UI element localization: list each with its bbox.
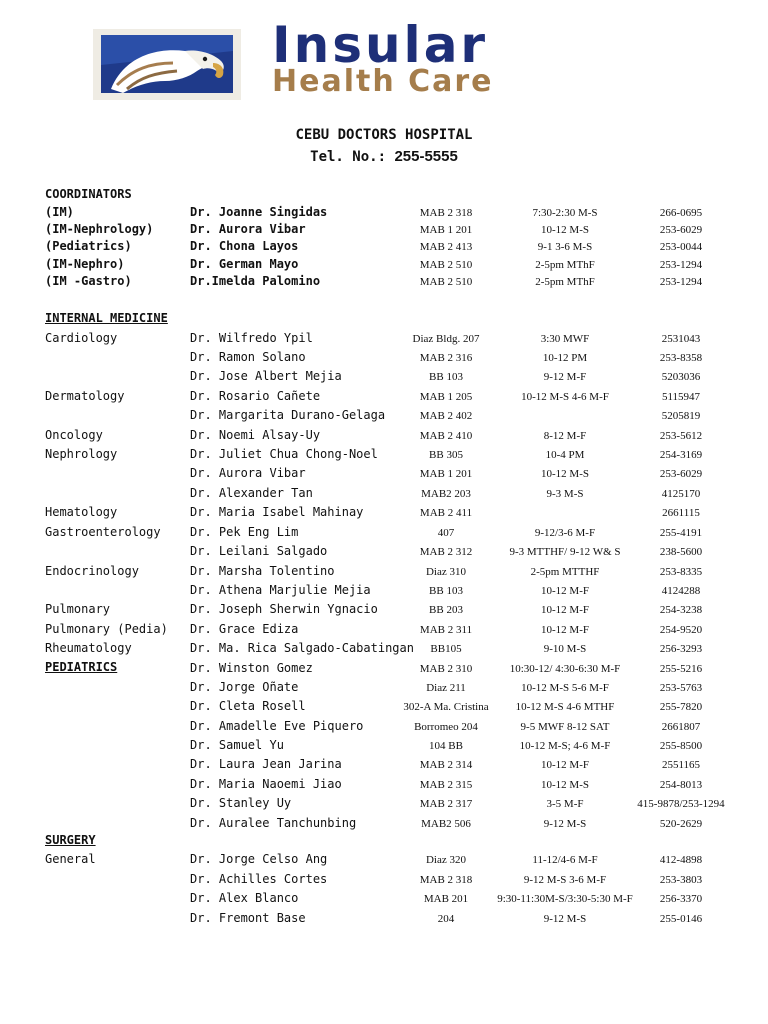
specialty-cell: Pulmonary (Pedia) — [45, 622, 168, 636]
table-row — [0, 564, 768, 582]
table-row — [0, 661, 768, 679]
phone-cell: 254-3238 — [659, 604, 703, 616]
schedule-cell: 9-1 3-6 M-S — [537, 241, 593, 253]
brand-subtitle: Health Care — [272, 64, 494, 99]
room-cell: MAB 1 201 — [419, 468, 473, 480]
table-row — [0, 699, 768, 717]
schedule-cell: 10-12 M-F — [541, 604, 589, 616]
table-row — [0, 350, 768, 368]
schedule-cell: 2-5pm MThF — [535, 259, 595, 271]
phone-cell: 415-9878/253-1294 — [637, 798, 725, 810]
room-cell: MAB2 203 — [421, 488, 471, 500]
phone-cell: 2661115 — [662, 507, 700, 519]
table-row — [0, 222, 768, 240]
room-cell: MAB 201 — [423, 893, 469, 905]
pediatrics-heading: PEDIATRICS — [45, 660, 118, 674]
table-row — [0, 369, 768, 387]
table-row — [0, 466, 768, 484]
specialty-cell: Cardiology — [45, 331, 118, 345]
doctor-cell: Dr. Juliet Chua Chong-Noel — [190, 447, 378, 461]
schedule-cell: 3-5 M-F — [546, 798, 584, 810]
phone-cell: 254-8013 — [659, 779, 703, 791]
room-cell: MAB 1 205 — [419, 391, 473, 403]
room-cell: BB 203 — [429, 604, 463, 616]
table-row — [0, 816, 768, 834]
table-row — [0, 796, 768, 814]
phone-cell: 254-9520 — [659, 624, 703, 636]
doctor-cell: Dr. Rosario Cañete — [190, 389, 321, 403]
phone-cell: 255-7820 — [659, 701, 703, 713]
specialty-cell: Pulmonary — [45, 602, 111, 616]
phone-cell: 5203036 — [661, 371, 701, 383]
table-row — [0, 447, 768, 465]
table-row — [0, 428, 768, 446]
doctor-cell: Dr. Ma. Rica Salgado-Cabatingan — [190, 641, 414, 655]
doctor-cell: Dr. Jorge Oñate — [190, 680, 299, 694]
tel-number: 255-5555 — [394, 148, 458, 165]
schedule-cell: 10-12 M-S — [541, 779, 589, 791]
table-row — [0, 525, 768, 543]
specialty-cell: Dermatology — [45, 389, 125, 403]
room-cell: MAB 2 510 — [419, 276, 473, 288]
specialty-cell: Endocrinology — [45, 564, 139, 578]
schedule-cell: 10-4 PM — [545, 449, 585, 461]
schedule-cell: 9-5 MWF 8-12 SAT — [520, 721, 610, 733]
phone-cell: 253-5763 — [659, 682, 703, 694]
schedule-cell: 9:30-11:30M-S/3:30-5:30 M-F — [497, 893, 633, 905]
room-cell: 104 BB — [429, 740, 463, 752]
doctor-cell: Dr. Winston Gomez — [190, 661, 313, 675]
schedule-cell: 10-12 M-F — [541, 759, 589, 771]
doctor-cell: Dr. Samuel Yu — [190, 738, 284, 752]
schedule-cell: 9-10 M-S — [543, 643, 587, 655]
phone-cell: 238-5600 — [659, 546, 703, 558]
specialty-cell: Oncology — [45, 428, 103, 442]
phone-cell: 253-6029 — [659, 468, 703, 480]
table-row — [0, 852, 768, 870]
room-cell: Diaz Bldg. 207 — [412, 333, 480, 345]
schedule-cell: 2-5pm MTTHF — [530, 566, 600, 578]
room-cell: MAB 2 316 — [419, 352, 473, 364]
doctor-cell: Dr. German Mayo — [190, 257, 299, 271]
phone-cell: 2531043 — [661, 333, 701, 345]
room-cell: MAB 2 310 — [419, 663, 473, 675]
schedule-cell: 9-12 M-S — [543, 913, 587, 925]
room-cell: BB 103 — [429, 371, 463, 383]
phone-cell: 253-1294 — [659, 259, 703, 271]
schedule-cell: 8-12 M-F — [543, 430, 587, 442]
room-cell: 204 — [437, 913, 455, 925]
schedule-cell: 10-12 M-S; 4-6 M-F — [519, 740, 611, 752]
doctor-cell: Dr.Imelda Palomino — [190, 274, 321, 288]
schedule-cell: 10-12 M-S — [541, 224, 589, 236]
doctor-cell: Dr. Laura Jean Jarina — [190, 757, 342, 771]
doctor-cell: Dr. Marsha Tolentino — [190, 564, 335, 578]
schedule-cell: 10-12 M-S 4-6 M-F — [521, 391, 609, 403]
specialty-cell: (IM) — [45, 205, 74, 219]
eagle-logo — [93, 29, 241, 100]
doctor-cell: Dr. Alexander Tan — [190, 486, 313, 500]
specialty-cell: Gastroenterology — [45, 525, 161, 539]
schedule-cell: 10-12 M-S 5-6 M-F — [521, 682, 609, 694]
doctor-cell: Dr. Jose Albert Mejia — [190, 369, 342, 383]
table-row — [0, 622, 768, 640]
phone-cell: 253-8335 — [659, 566, 703, 578]
doctor-cell: Dr. Joanne Singidas — [190, 205, 328, 219]
eagle-logo-icon — [93, 29, 241, 100]
doctor-cell: Dr. Margarita Durano-Gelaga — [190, 408, 386, 422]
doctor-cell: Dr. Joseph Sherwin Ygnacio — [190, 602, 378, 616]
schedule-cell: 9-3 MTTHF/ 9-12 W& S — [509, 546, 621, 558]
table-row — [0, 331, 768, 349]
room-cell: MAB 2 318 — [419, 874, 473, 886]
schedule-cell: 10:30-12/ 4:30-6:30 M-F — [509, 663, 621, 675]
table-row — [0, 583, 768, 601]
room-cell: MAB 2 317 — [419, 798, 473, 810]
room-cell: MAB 2 402 — [419, 410, 473, 422]
schedule-cell: 2-5pm MThF — [535, 276, 595, 288]
phone-cell: 255-5216 — [659, 663, 703, 675]
doctor-cell: Dr. Aurora Vibar — [190, 222, 306, 236]
doctor-cell: Dr. Ramon Solano — [190, 350, 306, 364]
room-cell: MAB 1 201 — [419, 224, 473, 236]
phone-cell: 256-3370 — [659, 893, 703, 905]
specialty-cell: (IM-Nephro) — [45, 257, 125, 271]
table-row — [0, 544, 768, 562]
doctor-cell: Dr. Chona Layos — [190, 239, 299, 253]
table-row — [0, 757, 768, 775]
doctor-cell: Dr. Fremont Base — [190, 911, 306, 925]
room-cell: MAB 2 318 — [419, 207, 473, 219]
table-row — [0, 738, 768, 756]
table-row — [0, 911, 768, 929]
specialty-cell: Hematology — [45, 505, 118, 519]
table-row — [0, 205, 768, 223]
room-cell: MAB 2 312 — [419, 546, 473, 558]
table-row — [0, 777, 768, 795]
schedule-cell: 10-12 PM — [542, 352, 588, 364]
specialty-cell: (Pediatrics) — [45, 239, 132, 253]
tel-label: Tel. No.: — [310, 149, 386, 165]
doctor-cell: Dr. Athena Marjulie Mejia — [190, 583, 371, 597]
brand-name: Insular — [272, 16, 489, 74]
doctor-cell: Dr. Noemi Alsay-Uy — [190, 428, 321, 442]
room-cell: MAB 2 314 — [419, 759, 473, 771]
table-row — [0, 274, 768, 292]
schedule-cell: 9-12 M-S 3-6 M-F — [523, 874, 607, 886]
phone-cell: 412-4898 — [659, 854, 703, 866]
table-row — [0, 257, 768, 275]
phone-cell: 253-8358 — [659, 352, 703, 364]
room-cell: MAB 2 411 — [419, 507, 473, 519]
room-cell: MAB2 506 — [421, 818, 471, 830]
room-cell: MAB 2 510 — [419, 259, 473, 271]
table-row — [0, 239, 768, 257]
table-row — [0, 602, 768, 620]
room-cell: BB 103 — [429, 585, 463, 597]
schedule-cell: 9-12/3-6 M-F — [534, 527, 596, 539]
doctor-cell: Dr. Amadelle Eve Piquero — [190, 719, 364, 733]
phone-cell: 254-3169 — [659, 449, 703, 461]
phone-cell: 255-4191 — [659, 527, 703, 539]
doctor-cell: Dr. Maria Naoemi Jiao — [190, 777, 342, 791]
table-row — [0, 641, 768, 659]
doctor-cell: Dr. Pek Eng Lim — [190, 525, 299, 539]
phone-cell: 266-0695 — [659, 207, 703, 219]
table-row — [0, 389, 768, 407]
table-row — [0, 505, 768, 523]
schedule-cell: 11-12/4-6 M-F — [532, 854, 598, 866]
schedule-cell: 10-12 M-F — [541, 624, 589, 636]
doctor-cell: Dr. Maria Isabel Mahinay — [190, 505, 364, 519]
phone-cell: 4125170 — [661, 488, 701, 500]
phone-cell: 253-0044 — [659, 241, 703, 253]
surgery-heading: SURGERY — [45, 833, 96, 847]
phone-cell: 5205819 — [661, 410, 701, 422]
schedule-cell: 3:30 MWF — [540, 333, 590, 345]
schedule-cell: 10-12 M-S — [541, 468, 589, 480]
phone-cell: 253-6029 — [659, 224, 703, 236]
room-cell: MAB 2 311 — [419, 624, 473, 636]
doctor-cell: Dr. Achilles Cortes — [190, 872, 328, 886]
specialty-cell: Nephrology — [45, 447, 118, 461]
doctor-cell: Dr. Auralee Tanchunbing — [190, 816, 357, 830]
doctor-cell: Dr. Alex Blanco — [190, 891, 299, 905]
doctor-cell: Dr. Stanley Uy — [190, 796, 292, 810]
doctor-cell: Dr. Jorge Celso Ang — [190, 852, 328, 866]
phone-cell: 255-8500 — [659, 740, 703, 752]
phone-cell: 253-3803 — [659, 874, 703, 886]
table-row — [0, 719, 768, 737]
internal-medicine-heading: INTERNAL MEDICINE — [45, 311, 168, 325]
doctor-cell: Dr. Aurora Vibar — [190, 466, 306, 480]
room-cell: 302-A Ma. Cristina — [403, 701, 489, 713]
room-cell: 407 — [437, 527, 455, 539]
room-cell: BB105 — [430, 643, 462, 655]
coordinators-heading: COORDINATORS — [45, 187, 132, 201]
room-cell: MAB 2 315 — [419, 779, 473, 791]
telephone-line — [0, 148, 768, 165]
phone-cell: 4124288 — [661, 585, 701, 597]
hospital-title: CEBU DOCTORS HOSPITAL — [295, 127, 473, 143]
schedule-cell: 10-12 M-S 4-6 MTHF — [515, 701, 615, 713]
room-cell: MAB 2 410 — [419, 430, 473, 442]
room-cell: MAB 2 413 — [419, 241, 473, 253]
doctor-cell: Dr. Grace Ediza — [190, 622, 299, 636]
schedule-cell: 9-3 M-S — [546, 488, 584, 500]
table-row — [0, 680, 768, 698]
room-cell: Diaz 310 — [425, 566, 467, 578]
doctor-cell: Dr. Cleta Rosell — [190, 699, 306, 713]
room-cell: Diaz 320 — [425, 854, 467, 866]
phone-cell: 253-1294 — [659, 276, 703, 288]
schedule-cell: 7:30-2:30 M-S — [532, 207, 598, 219]
phone-cell: 2551165 — [661, 759, 701, 771]
doctor-cell: Dr. Leilani Salgado — [190, 544, 328, 558]
phone-cell: 256-3293 — [659, 643, 703, 655]
specialty-cell: (IM-Nephrology) — [45, 222, 154, 236]
specialty-cell: (IM -Gastro) — [45, 274, 132, 288]
specialty-cell: Rheumatology — [45, 641, 132, 655]
phone-cell: 2661807 — [661, 721, 701, 733]
room-cell: Diaz 211 — [426, 682, 466, 694]
phone-cell: 253-5612 — [659, 430, 703, 442]
room-cell: Borromeo 204 — [414, 721, 478, 733]
phone-cell: 520-2629 — [659, 818, 703, 830]
table-row — [0, 486, 768, 504]
schedule-cell: 10-12 M-F — [541, 585, 589, 597]
table-row — [0, 408, 768, 426]
schedule-cell: 9-12 M-F — [543, 371, 587, 383]
phone-cell: 255-0146 — [659, 913, 703, 925]
room-cell: BB 305 — [429, 449, 463, 461]
specialty-cell: General — [45, 852, 96, 866]
schedule-cell: 9-12 M-S — [543, 818, 587, 830]
table-row — [0, 872, 768, 890]
phone-cell: 5115947 — [661, 391, 701, 403]
doctor-cell: Dr. Wilfredo Ypil — [190, 331, 313, 345]
table-row — [0, 891, 768, 909]
